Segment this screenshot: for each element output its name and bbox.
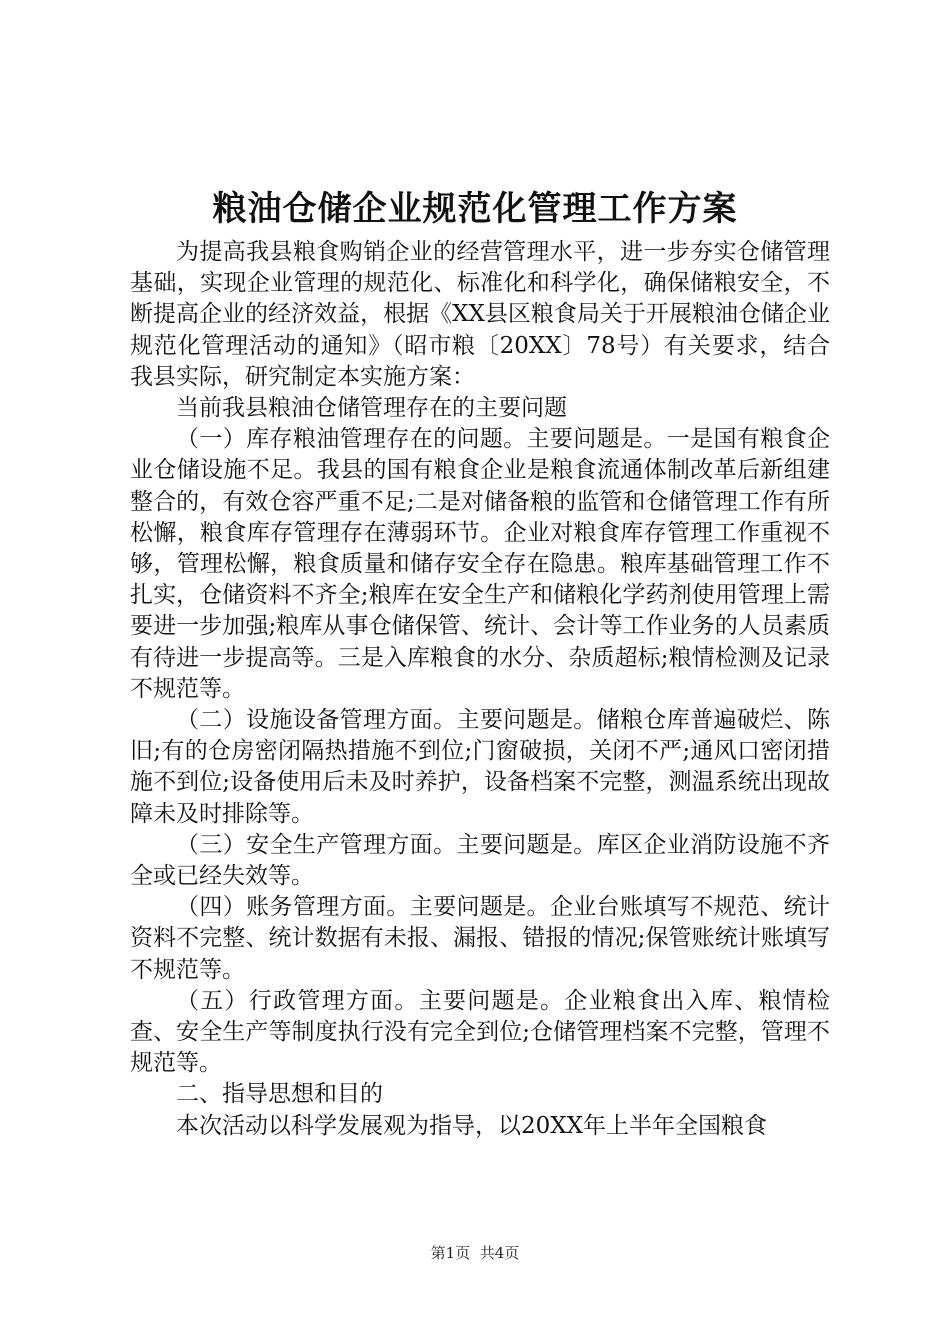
page-footer — [0, 1243, 950, 1263]
section-heading-guidance: 二、指导思想和目的 — [176, 1081, 383, 1108]
footer-spacer — [470, 1244, 480, 1262]
paragraph-admin-issues: （五）行政管理方面。主要问题是。企业粮食出入库、粮情检查、安全生产等制度执行没有完全到位;仓储管理档案不完整，管理不规范等。 — [130, 987, 830, 1077]
page-number: 第1页 — [430, 1244, 471, 1262]
paragraph-guidance: 本次活动以科学发展观为指导，以20XX年上半年全国粮食 — [176, 1112, 768, 1139]
paragraph-safety-issues: （三）安全生产管理方面。主要问题是。库区企业消防设施不齐全或已经失效等。 — [130, 831, 830, 890]
paragraph-facility-issues: （二）设施设备管理方面。主要问题是。储粮仓库普遍破烂、陈旧;有的仓房密闭隔热措施不到位;门窗破损，关闭不严;通风口密闭措施不到位;设备使用后未及时养护，设备档案不完整，测温系统出现故障未及时排除等。 — [130, 707, 830, 827]
paragraph-inventory-issues: （一）库存粮油管理存在的问题。主要问题是。一是国有粮食企业仓储设施不足。我县的国有粮食企业是粮食流通体制改革后新组建整合的，有效仓容严重不足;二是对储备粮的监管和仓储管理工作有所松懈，粮食库存管理存在薄弱环节。企业对粮食库存管理工作重视不够，管理松懈，粮食质量和储存安全存在隐患。粮库基础管理工作不扎实，仓储资料不齐全;粮库在安全生产和储粮化学药剂使用管理上需要进一步加强;粮库从事仓储保管、统计、会计等工作业务的人员素质有待进一步提高等。三是入库粮食的水分、杂质超标;粮情检测及记录不规范等。 — [130, 426, 830, 702]
document-body — [130, 237, 830, 1142]
intro-paragraph: 为提高我县粮食购销企业的经营管理水平，进一步夯实仓储管理基础，实现企业管理的规范化、标准化和科学化，确保储粮安全，不断提高企业的经济效益，根据《XX县区粮食局关于开展粮油仓储企业规范化管理活动的通知》（昭市粮〔20XX〕78号）有关要求，结合我县实际，研究制定本实施方案： — [130, 239, 830, 390]
paragraph-accounting-issues: （四）账务管理方面。主要问题是。企业台账填写不规范、统计资料不完整、统计数据有未报、漏报、错报的情况;保管账统计账填写不规范等。 — [130, 894, 830, 983]
total-pages: 共4页 — [479, 1244, 520, 1262]
section-heading-problems: 当前我县粮油仓储管理存在的主要问题 — [176, 395, 567, 422]
document-title: 粮油仓储企业规范化管理工作方案 — [212, 189, 738, 229]
